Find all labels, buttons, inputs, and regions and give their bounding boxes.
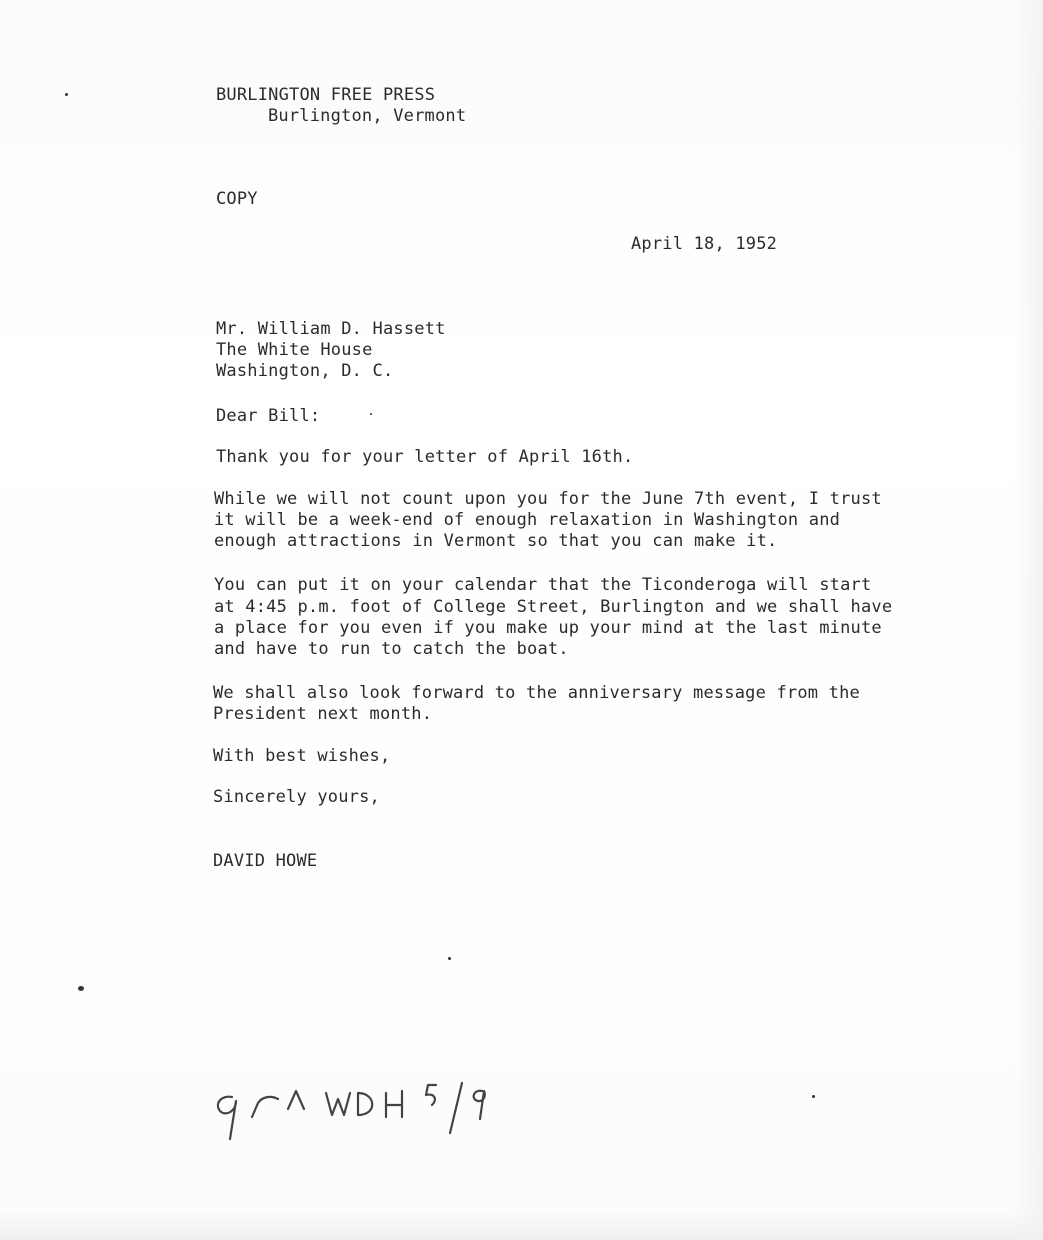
- recipient-organization: The White House: [216, 340, 373, 360]
- handwritten-note: [200, 1075, 520, 1155]
- body-paragraph-2-line-1: While we will not count upon you for the June 7th event, I trust: [214, 489, 882, 509]
- scan-edge-bottom: [0, 1210, 1043, 1240]
- scan-edge-right: [1013, 0, 1043, 1240]
- letterhead-name: BURLINGTON FREE PRESS: [216, 85, 436, 105]
- letter-date: April 18, 1952: [631, 234, 778, 254]
- body-paragraph-3-line-4: and have to run to catch the boat.: [214, 639, 569, 659]
- copy-mark: COPY: [216, 189, 258, 209]
- closing-best-wishes: With best wishes,: [213, 746, 391, 766]
- body-paragraph-2-line-3: enough attractions in Vermont so that you can make it.: [214, 531, 778, 551]
- salutation: Dear Bill:: [216, 406, 321, 426]
- recipient-city: Washington, D. C.: [216, 361, 394, 381]
- letterhead-location: Burlington, Vermont: [268, 106, 467, 126]
- body-paragraph-2-line-2: it will be a week-end of enough relaxation in Washington and: [214, 510, 841, 530]
- signature-typed-name: DAVID HOWE: [213, 851, 318, 871]
- body-paragraph-3-line-3: a place for you even if you make up your mind at the last minute: [214, 618, 882, 638]
- scan-speck: [370, 413, 372, 415]
- scan-speck: [812, 1095, 815, 1098]
- closing-sincerely: Sincerely yours,: [213, 787, 380, 807]
- body-paragraph-3-line-2: at 4:45 p.m. foot of College Street, Burlington and we shall have: [214, 597, 893, 617]
- scan-speck: [448, 957, 451, 960]
- scan-speck: [65, 93, 68, 96]
- body-paragraph-4-line-1: We shall also look forward to the anniversary message from the: [213, 683, 860, 703]
- recipient-name: Mr. William D. Hassett: [216, 319, 446, 339]
- body-paragraph-1: Thank you for your letter of April 16th.: [216, 447, 634, 467]
- scan-speck: [78, 986, 84, 991]
- body-paragraph-3-line-1: You can put it on your calendar that the Ticonderoga will start: [214, 575, 872, 595]
- body-paragraph-4-line-2: President next month.: [213, 704, 433, 724]
